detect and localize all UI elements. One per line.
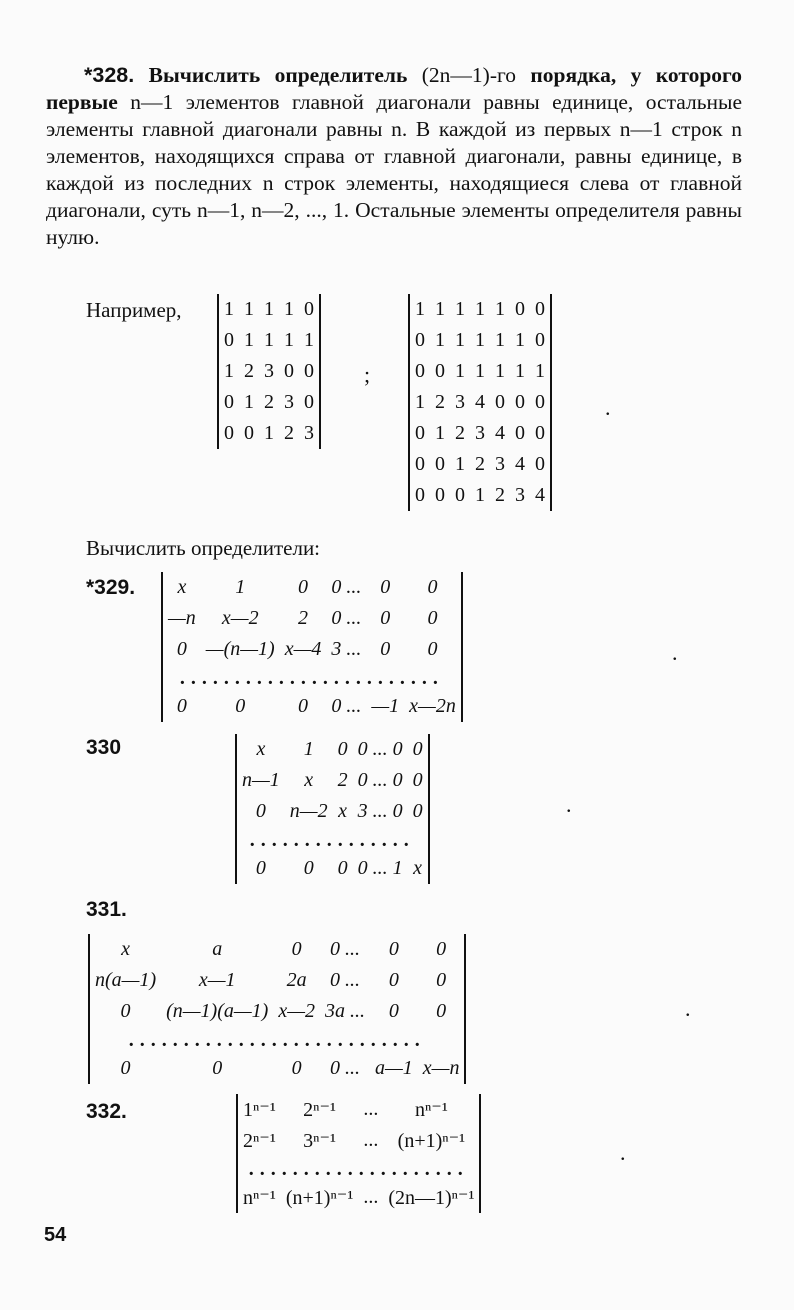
problem-328-body: n—1 элементов главной диагонали равны единице, остальные элементы главной диагонали равны n. В каждой из первых n—1 строк n элементов, находящихся справа от главной диагонали, равны единице, в каждой из последних n строк элементы, находящиеся слева от главной диагонали, суть n—1, n—2, ..., 1. Остальные элементы определителя равны нулю. xyxy=(46,90,743,249)
determinant-cell: 2 xyxy=(435,391,445,413)
example-determinant-2 xyxy=(408,294,552,511)
determinant-cell: 1 xyxy=(244,298,254,320)
determinant-cell: 0 xyxy=(535,453,545,475)
determinant-cell: 0 ... xyxy=(331,607,362,629)
determinant-row xyxy=(162,603,462,634)
determinant-cell: x xyxy=(413,857,423,879)
ellipsis-dots: ........................ xyxy=(179,666,444,689)
determinant-cell: 1 xyxy=(244,329,254,351)
determinant-cell: 1 xyxy=(455,298,465,320)
determinant-cell: x xyxy=(304,769,314,791)
determinant-cell: 0 xyxy=(427,638,438,660)
determinant-cell: 1 xyxy=(304,329,314,351)
determinant-row xyxy=(89,965,465,996)
determinant-cell: 0 xyxy=(415,453,425,475)
determinant-cell: 0 xyxy=(412,769,423,791)
determinant-row xyxy=(409,449,551,480)
determinant-cell: 0 ... xyxy=(331,695,362,717)
determinant-cell: 0 xyxy=(495,391,505,413)
example-end-dot: . xyxy=(605,395,611,420)
determinant-cell: 1 xyxy=(224,360,234,382)
determinant-cell: x—1 xyxy=(198,969,236,991)
determinant-row xyxy=(409,356,551,387)
determinant-cell: 1 xyxy=(475,360,485,382)
determinant-cell: 0 xyxy=(380,607,391,629)
determinant-row xyxy=(409,294,551,325)
determinant-cell: 0 xyxy=(388,969,399,991)
determinant-cell: x—2 xyxy=(221,607,259,629)
problem-331-end: . xyxy=(685,996,691,1021)
determinant-cell: 2 xyxy=(495,484,505,506)
determinant-cell: 1 xyxy=(455,453,465,475)
determinant-cell: 1 xyxy=(515,329,525,351)
determinant-cell: 0 xyxy=(515,422,525,444)
determinant-cell: 3 xyxy=(495,453,505,475)
determinant-cell: 1 xyxy=(535,360,545,382)
determinant-cell: 3 ... 0 xyxy=(357,800,403,822)
determinant-cell: 0 xyxy=(535,422,545,444)
determinant-cell: 0 xyxy=(304,298,314,320)
ellipsis-row xyxy=(162,665,462,691)
determinant-cell: 1 xyxy=(244,391,254,413)
determinant-row xyxy=(409,480,551,511)
determinant-cell: 1 xyxy=(264,298,274,320)
determinant-cell: 0 xyxy=(224,391,234,413)
determinant-cell: 3 xyxy=(515,484,525,506)
determinant-cell: 1 xyxy=(284,298,294,320)
determinant-cell: 1 xyxy=(475,484,485,506)
determinant-cell: 2 xyxy=(244,360,254,382)
determinant-cell: (n+1)ⁿ⁻¹ xyxy=(397,1130,466,1152)
determinant-cell: x xyxy=(338,800,348,822)
determinant-cell: nⁿ⁻¹ xyxy=(414,1099,448,1121)
determinant-cell: 0 xyxy=(380,576,391,598)
determinant-330 xyxy=(235,734,430,884)
determinant-cell: 2ⁿ⁻¹ xyxy=(303,1099,337,1121)
determinant-cell: nⁿ⁻¹ xyxy=(243,1187,276,1209)
determinant-cell: 0 xyxy=(388,938,399,960)
determinant-cell: 0 ... 0 xyxy=(357,738,403,760)
determinant-cell: 0 xyxy=(284,360,294,382)
determinant-cell: x xyxy=(177,576,187,598)
determinant-cell: 0 xyxy=(176,695,187,717)
determinant-cell: 1 xyxy=(475,298,485,320)
determinant-row xyxy=(218,294,320,325)
determinant-cell: 0 xyxy=(436,938,447,960)
determinant-331 xyxy=(88,934,466,1084)
determinant-cell: 1 xyxy=(284,329,294,351)
determinant-cell: —(n—1) xyxy=(205,638,275,660)
determinant-cell: 0 xyxy=(235,695,246,717)
determinant-row xyxy=(237,1125,480,1156)
determinant-cell: 0 xyxy=(291,938,302,960)
determinant-row xyxy=(236,734,429,765)
determinant-cell: 3a ... xyxy=(325,1000,365,1022)
determinant-cell: 0 xyxy=(435,453,445,475)
determinant-row xyxy=(89,934,465,965)
example-label: Например, xyxy=(86,298,182,322)
determinant-cell: 3 xyxy=(475,422,485,444)
determinant-row xyxy=(218,325,320,356)
determinant-cell: 3 xyxy=(304,422,314,444)
determinant-cell: 3 xyxy=(455,391,465,413)
determinant-cell: x—4 xyxy=(284,638,322,660)
determinant-cell: 1ⁿ⁻¹ xyxy=(243,1099,276,1121)
determinant-cell: 1 xyxy=(415,298,425,320)
determinant-cell: 0 xyxy=(415,484,425,506)
determinant-cell: 0 xyxy=(291,1057,302,1079)
determinant-row xyxy=(89,1053,465,1084)
determinant-cell: 2 xyxy=(475,453,485,475)
determinant-cell: ... xyxy=(363,1098,379,1120)
determinant-cell: 4 xyxy=(495,422,505,444)
determinant-cell: 2ⁿ⁻¹ xyxy=(243,1130,276,1152)
determinant-cell: 0 xyxy=(255,800,266,822)
determinant-cell: 3 xyxy=(264,360,274,382)
determinant-cell: a xyxy=(212,938,223,960)
determinant-cell: 2 xyxy=(284,422,294,444)
problem-332-number: 332. xyxy=(86,1100,127,1123)
determinant-row xyxy=(162,691,462,722)
determinant-cell: 0 xyxy=(427,607,438,629)
determinant-cell: 0 xyxy=(304,391,314,413)
ellipsis-dots: .................... xyxy=(248,1157,469,1180)
determinant-cell: 0 xyxy=(415,360,425,382)
determinant-cell: 3 ... xyxy=(331,638,362,660)
determinant-cell: 0 ... xyxy=(330,938,360,960)
determinant-row xyxy=(409,418,551,449)
determinant-cell: 1 xyxy=(435,422,445,444)
determinant-332 xyxy=(236,1094,481,1213)
determinant-row xyxy=(236,765,429,796)
determinant-row xyxy=(409,387,551,418)
determinant-row xyxy=(89,996,465,1027)
determinant-cell: ... xyxy=(363,1186,379,1208)
determinant-cell: 0 xyxy=(388,1000,399,1022)
determinant-cell: 0 xyxy=(120,1000,131,1022)
determinant-row xyxy=(237,1182,480,1213)
ellipsis-row xyxy=(237,1156,480,1182)
determinant-cell: 0 ... xyxy=(330,1057,360,1079)
problem-331-number: 331. xyxy=(86,898,127,921)
determinant-cell: —1 xyxy=(371,695,400,717)
problem-330-end: . xyxy=(566,792,572,817)
determinant-cell: 4 xyxy=(515,453,525,475)
determinant-cell: 0 xyxy=(455,484,465,506)
determinant-cell: 0 xyxy=(176,638,187,660)
example-determinant-1 xyxy=(217,294,321,449)
determinant-cell: 1 xyxy=(264,422,274,444)
determinant-cell: 1 xyxy=(224,298,234,320)
determinant-row xyxy=(218,387,320,418)
determinant-cell: 2 xyxy=(455,422,465,444)
ellipsis-dots: ........................... xyxy=(128,1028,426,1051)
problem-328-intro: Вычислить определитель xyxy=(148,63,408,87)
determinant-cell: 0 xyxy=(298,576,309,598)
determinant-cell: 0 xyxy=(303,857,314,879)
determinant-cell: 0 ... 0 xyxy=(357,769,403,791)
determinant-cell: (n+1)ⁿ⁻¹ xyxy=(285,1187,354,1209)
determinant-row xyxy=(218,418,320,449)
determinant-cell: n—2 xyxy=(289,800,328,822)
determinant-cell: 1 xyxy=(495,360,505,382)
determinant-cell: n(a—1) xyxy=(95,969,157,991)
determinant-row xyxy=(236,853,429,884)
problem-328-text xyxy=(46,62,742,251)
ellipsis-row xyxy=(236,827,429,853)
determinant-cell: a—1 xyxy=(375,1057,413,1079)
determinant-cell: n—1 xyxy=(242,769,280,791)
problem-329-end: . xyxy=(672,640,678,665)
problem-328-order: (2n—1)-го xyxy=(421,63,517,87)
compute-label: Вычислить определители: xyxy=(86,536,321,560)
determinant-cell: 3 xyxy=(284,391,294,413)
determinant-cell: 0 xyxy=(515,298,525,320)
determinant-cell: 0 xyxy=(435,360,445,382)
determinant-cell: 4 xyxy=(475,391,485,413)
determinant-row xyxy=(162,634,462,665)
determinant-cell: 1 xyxy=(495,298,505,320)
ellipsis-row xyxy=(89,1027,465,1053)
determinant-cell: 0 xyxy=(436,969,447,991)
example-separator: ; xyxy=(364,362,371,387)
determinant-cell: (2n—1)ⁿ⁻¹ xyxy=(388,1187,475,1209)
determinant-329 xyxy=(161,572,463,722)
determinant-cell: 4 xyxy=(535,484,545,506)
determinant-cell: —n xyxy=(168,607,196,629)
determinant-cell: 0 xyxy=(412,800,423,822)
determinant-cell: x—2n xyxy=(409,695,456,717)
determinant-row xyxy=(409,325,551,356)
determinant-cell: x—2 xyxy=(278,1000,315,1022)
determinant-cell: 3ⁿ⁻¹ xyxy=(303,1130,337,1152)
determinant-cell: 0 xyxy=(436,1000,447,1022)
determinant-cell: 1 xyxy=(435,329,445,351)
determinant-cell: 1 xyxy=(455,329,465,351)
determinant-cell: ... xyxy=(363,1129,379,1151)
determinant-cell: 0 xyxy=(298,695,309,717)
determinant-cell: 0 xyxy=(412,738,423,760)
problem-330-number: 330 xyxy=(86,736,122,759)
ellipsis-dots: ............... xyxy=(249,828,415,851)
determinant-cell: 2 xyxy=(298,607,309,629)
determinant-cell: 0 xyxy=(337,738,348,760)
determinant-cell: 0 xyxy=(415,329,425,351)
determinant-row xyxy=(236,796,429,827)
determinant-cell: 0 xyxy=(120,1057,131,1079)
determinant-cell: 2 xyxy=(337,769,348,791)
determinant-cell: x xyxy=(121,938,130,960)
determinant-cell: 0 xyxy=(415,422,425,444)
determinant-cell: 0 xyxy=(515,391,525,413)
determinant-cell: 1 xyxy=(455,360,465,382)
determinant-row xyxy=(218,356,320,387)
determinant-cell: 1 xyxy=(515,360,525,382)
determinant-cell: 0 xyxy=(224,329,234,351)
determinant-cell: 0 xyxy=(380,638,391,660)
determinant-row xyxy=(237,1094,480,1125)
determinant-cell: 1 xyxy=(475,329,485,351)
determinant-cell: (n—1)(a—1) xyxy=(166,1000,269,1022)
page-number: 54 xyxy=(44,1224,67,1246)
determinant-cell: 1 xyxy=(303,738,314,760)
determinant-cell: 0 xyxy=(535,298,545,320)
determinant-cell: 1 xyxy=(264,329,274,351)
determinant-cell: 0 xyxy=(337,857,348,879)
determinant-cell: 0 xyxy=(535,391,545,413)
determinant-row xyxy=(162,572,462,603)
determinant-cell: 1 xyxy=(235,576,246,598)
determinant-cell: 0 xyxy=(427,576,438,598)
determinant-cell: 0 xyxy=(212,1057,223,1079)
determinant-cell: 0 xyxy=(224,422,234,444)
determinant-cell: 0 ... xyxy=(330,969,360,991)
determinant-cell: 0 xyxy=(255,857,266,879)
determinant-cell: 1 xyxy=(435,298,445,320)
determinant-cell: 0 xyxy=(304,360,314,382)
problem-332-end: . xyxy=(620,1140,626,1165)
determinant-cell: 2 xyxy=(264,391,274,413)
problem-329-number: *329. xyxy=(86,576,136,599)
determinant-cell: 0 xyxy=(244,422,254,444)
determinant-cell: 1 xyxy=(415,391,425,413)
determinant-cell: x xyxy=(256,738,266,760)
determinant-cell: 0 xyxy=(435,484,445,506)
determinant-cell: 0 xyxy=(535,329,545,351)
determinant-cell: 0 ... 1 xyxy=(357,857,403,879)
determinant-cell: 1 xyxy=(495,329,505,351)
determinant-cell: 0 ... xyxy=(331,576,362,598)
determinant-cell: 2a xyxy=(286,969,307,991)
problem-328-number: *328. xyxy=(84,63,135,87)
problem-328-order-word: порядка, у которого первые xyxy=(46,63,743,114)
determinant-cell: x—n xyxy=(422,1057,460,1079)
